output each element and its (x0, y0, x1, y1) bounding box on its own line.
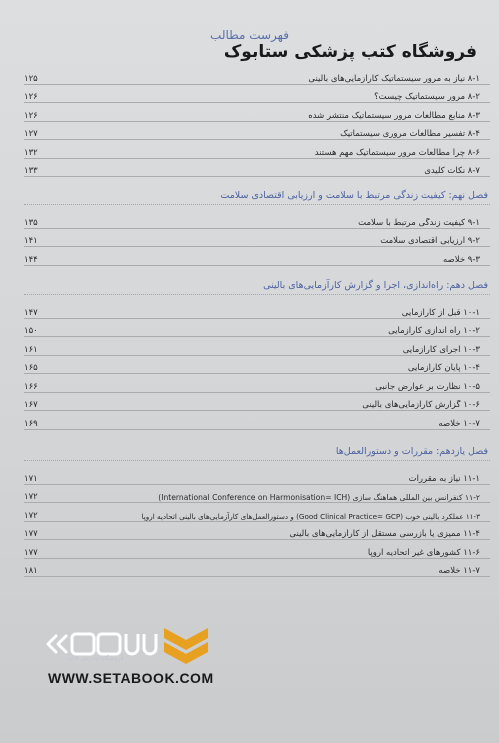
toc-row[interactable] (24, 411, 490, 430)
toc-page-number: ۱۷۲ (24, 510, 38, 521)
toc-entry-text: ۱۰-۶ گزارش کارآزمایی‌های بالینی (362, 400, 480, 410)
toc-row[interactable] (24, 229, 490, 248)
toc-entry-text: ۹-۱ کیفیت زندگی مرتبط با سلامت (358, 217, 480, 228)
toc-page-number: ۱۲۶ (24, 92, 38, 102)
toc-row[interactable] (24, 485, 490, 504)
toc-section-chapter-11 (24, 446, 490, 577)
toc-entry-text: ۱۱-۴ ممیزی یا بازرسی مستقل از کارآزمایی‌های بالینی (289, 529, 480, 539)
toc-page-number: ۱۴۴ (24, 254, 38, 265)
toc-row[interactable] (24, 210, 490, 229)
logo-subtitle: فروشگاه اینترنتی کتاب (66, 655, 124, 662)
toc-title: فهرست مطالب (210, 28, 289, 42)
toc-page-number: ۱۶۹ (24, 418, 38, 429)
toc-row[interactable] (24, 393, 490, 412)
toc-row[interactable] (24, 247, 490, 266)
toc-entry-text: ۱۰-۴ پایان کارآزمایی (407, 363, 480, 373)
toc-page-number: ۱۸۱ (24, 566, 38, 576)
toc-page-number: ۱۷۲ (24, 492, 38, 502)
toc-entry-text: ۸-۲ مرور سیستماتیک چیست؟ (374, 92, 480, 102)
toc-page-number: ۱۶۶ (24, 381, 38, 392)
toc-page-number: ۱۲۷ (24, 129, 38, 139)
website-url[interactable]: WWW.SETABOOK.COM (48, 670, 214, 686)
toc-row[interactable] (24, 356, 490, 375)
toc-entry-text: ۹-۳ خلاصه (442, 254, 480, 265)
toc-section-chapter-8 (24, 66, 490, 177)
watermark-store-title: فروشگاه کتب پزشکی ستابوک (223, 42, 477, 62)
toc-entry-text: ۸-۳ منابع مطالعات مرور سیستماتیک منتشر شده (308, 110, 480, 121)
logo-chevron-icon (164, 628, 208, 664)
toc-entry-text: ۱۰-۲ راه اندازی کارآزمایی (388, 326, 480, 336)
toc-entry-text: ۱۰-۳ اجرای کارآزمایی (402, 344, 480, 355)
toc-page-number: ۱۶۷ (24, 400, 38, 410)
toc-page-number: ۱۶۱ (24, 344, 38, 355)
toc-row[interactable] (24, 103, 490, 122)
toc-entry-text: ۱۰-۷ خلاصه (438, 418, 480, 429)
toc-page-number: ۱۷۷ (24, 529, 38, 539)
toc-row[interactable] (24, 85, 490, 104)
toc-entry-text: ۸-۷ نکات کلیدی (424, 166, 480, 176)
chapter-heading: فصل دهم: راه‌اندازی، اجرا و گزارش کارآزمایی‌های بالینی (24, 280, 490, 295)
toc-row[interactable] (24, 559, 490, 578)
chapter-heading: فصل یازدهم: مقررات و دستورالعمل‌ها (24, 446, 490, 461)
toc-row[interactable] (24, 466, 490, 485)
toc-row[interactable] (24, 122, 490, 141)
toc-page-number: ۱۳۵ (24, 217, 38, 228)
toc-entry-text: ۱۱-۳ عملکرد بالینی خوب (Good Clinical Practice= GCP) و دستورالعمل‌های کارآزمایی‌های بالینی اتحادیه اروپا (141, 511, 480, 521)
toc-page-number: ۱۴۷ (24, 307, 38, 318)
toc-page-number: ۱۷۱ (24, 473, 38, 484)
toc-entry-text: ۸-۱ نیاز به مرور سیستماتیک کارآزمایی‌های بالینی (308, 73, 480, 84)
toc-row[interactable] (24, 503, 490, 522)
logo-letters-icon (48, 634, 156, 654)
toc-page-number: ۱۵۰ (24, 326, 38, 336)
toc-row[interactable] (24, 337, 490, 356)
toc-page-number: ۱۲۵ (24, 73, 38, 84)
toc-page-number: ۱۳۳ (24, 166, 38, 176)
toc-row[interactable] (24, 300, 490, 319)
toc-row[interactable] (24, 540, 490, 559)
toc-entry-text: ۱۰-۱ قبل از کارآزمایی (401, 307, 480, 318)
toc-section-chapter-9 (24, 190, 490, 266)
toc-row[interactable] (24, 522, 490, 541)
toc-row[interactable] (24, 319, 490, 338)
toc-page-number: ۱۷۷ (24, 547, 38, 558)
toc-page-number: ۱۲۶ (24, 110, 38, 121)
toc-entry-text: ۸-۴ تفسیر مطالعات مروری سیستماتیک (340, 129, 480, 139)
toc-section-chapter-10 (24, 280, 490, 430)
chapter-heading: فصل نهم: کیفیت زندگی مرتبط با سلامت و ارزیابی اقتصادی سلامت (24, 190, 490, 205)
toc-page-number: ۱۳۲ (24, 147, 38, 158)
toc-entry-text: ۹-۲ ارزیابی اقتصادی سلامت (380, 236, 480, 246)
toc-page-number: ۱۶۵ (24, 363, 38, 373)
toc-entry-text: ۱۱-۱ نیاز به مقررات (408, 473, 480, 484)
toc-entry-text: ۱۱-۶ کشورهای غیر اتحادیه اروپا (367, 547, 480, 558)
toc-page-number: ۱۴۱ (24, 236, 38, 246)
toc-row[interactable] (24, 159, 490, 178)
toc-row[interactable] (24, 140, 490, 159)
toc-entry-text: ۸-۶ چرا مطالعات مرور سیستماتیک مهم هستند (314, 147, 480, 158)
toc-entry-text: ۱۱-۷ خلاصه (438, 566, 480, 576)
toc-entry-text: ۱۱-۲ کنفرانس بین المللی هماهنگ سازی (International Conference on Harmonisation= ICH) (158, 493, 480, 502)
toc-row[interactable] (24, 66, 490, 85)
toc-row[interactable] (24, 374, 490, 393)
toc-entry-text: ۱۰-۵ نظارت بر عوارض جانبی (375, 381, 480, 392)
